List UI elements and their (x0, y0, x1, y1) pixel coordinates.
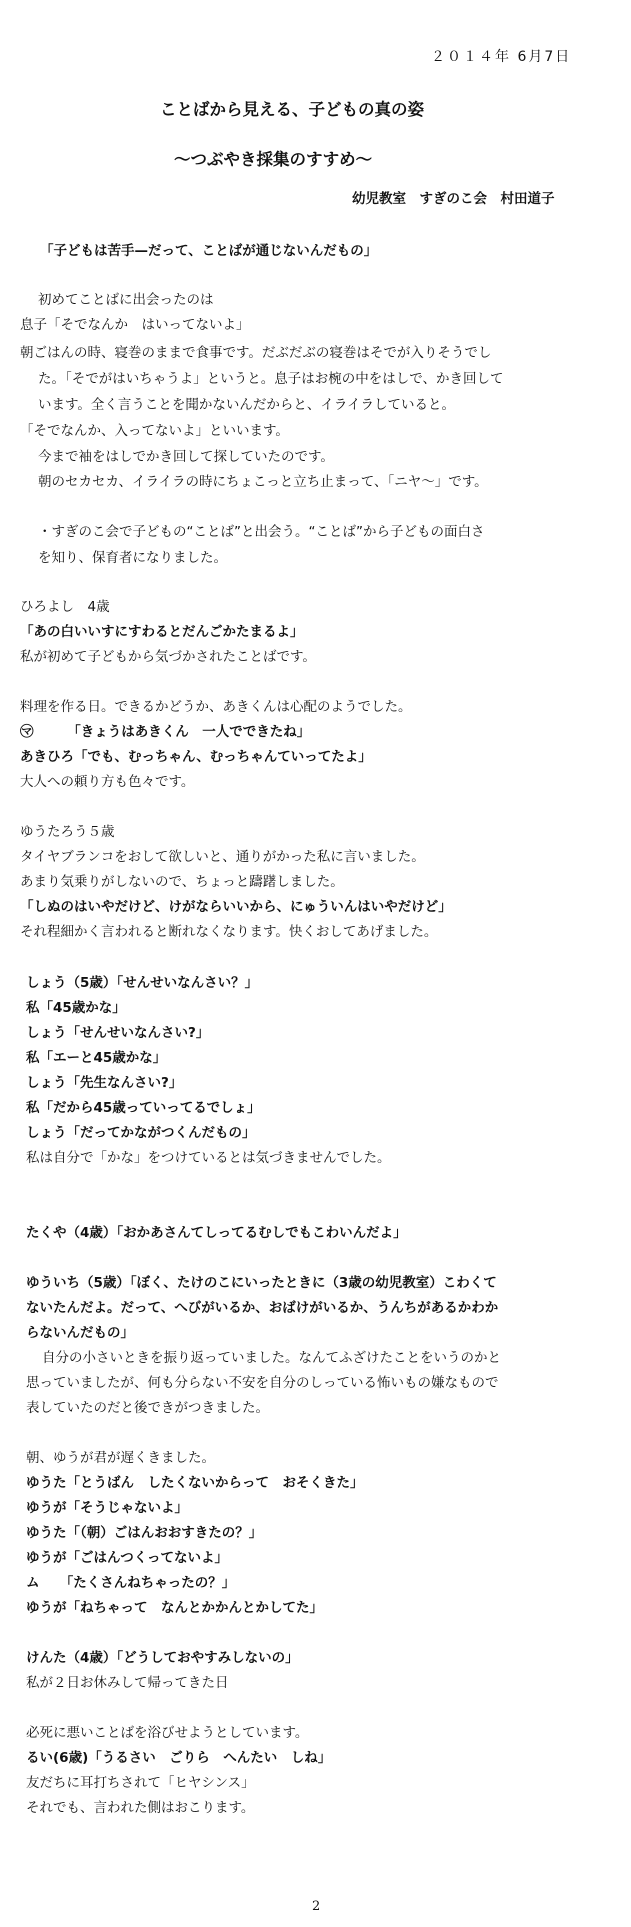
text-line: 私「エーと45歳かな」 (26, 1050, 167, 1066)
text-line: 朝のセカセカ、イライラの時にちょこっと立ち止まって、「ニヤ～」です。 (38, 474, 488, 490)
text-line: ・すぎのこ会で子どもの“ことば”と出会う。“ことば”から子どもの面白さ (38, 524, 485, 540)
document-title: ことばから見える、子どもの真の姿 (160, 100, 424, 119)
text-line: います。全く言うことを聞かないんだからと、イライラしていると。 (38, 397, 456, 413)
text-line: 今まで袖をはしでかき回して探していたのです。 (38, 449, 334, 465)
text-line: を知り、保育者になりました。 (38, 550, 227, 566)
text-line: ゆうが「そうじゃないよ」 (26, 1500, 188, 1516)
text-line: しょう「先生なんさい?」 (26, 1075, 183, 1091)
text-line: 料理を作る日。できるかどうか、あきくんは心配のようでした。 (20, 699, 412, 715)
text-line: 「そでなんか、入ってないよ」といいます。 (20, 423, 289, 439)
text-line: それでも、言われた側はおこります。 (26, 1800, 255, 1816)
text-line: タイヤブランコをおして欲しいと、通りがかった私に言いました。 (20, 849, 425, 865)
text-line: ゆうが「ごはんつくってないよ」 (26, 1550, 228, 1566)
text-line: らないんだもの」 (26, 1325, 134, 1341)
text-line: 初めてことばに出会ったのは (38, 292, 214, 308)
text-line: しょう「だってかながつくんだもの」 (26, 1125, 256, 1141)
text-line: 友だちに耳打ちされて「ヒヤシンス」 (26, 1775, 255, 1791)
text-line: しょう（5歳）「せんせいなんさい？」 (26, 975, 259, 991)
text-line: ゆうた「（朝）ごはんおおすきたの？」 (26, 1525, 263, 1541)
text-line: 必死に悪いことばを浴びせようとしています。 (26, 1725, 309, 1741)
text-line: それ程細かく言われると断れなくなります。快くおしてあげました。 (20, 924, 438, 940)
text-line: 私が２日お休みして帰ってきた日 (26, 1675, 229, 1691)
text-line: 思っていましたが、何も分らない不安を自分のしっている怖いもの嫌なもので (26, 1375, 499, 1391)
text-line: 息子「そでなんか はいってないよ」 (20, 317, 250, 333)
text-line: 私が初めて子どもから気づかされたことばです。 (20, 649, 316, 665)
text-line: 私「だから45歳っていってるでしょ」 (26, 1100, 261, 1116)
text-line: ゆうたろう５歳 (20, 824, 115, 840)
text-line: ㋮ 「きょうはあきくん 一人でできたね」 (20, 724, 311, 740)
text-line: ないたんだよ。だって、へびがいるか、おばけがいるか、うんちがあるかわか (26, 1300, 499, 1316)
text-line: た。「そでがはいちゃうよ」というと。息子はお椀の中をはしで、かき回して (38, 371, 504, 387)
page-number: 2 (312, 1899, 321, 1914)
text-line: しょう「せんせいなんさい?」 (26, 1025, 210, 1041)
author-line: 幼児教室 すぎのこ会 村田道子 (352, 191, 555, 207)
text-line: ム 「たくさんねちゃったの？」 (26, 1575, 236, 1591)
text-line: 私は自分で「かな」をつけているとは気づきませんでした。 (26, 1150, 391, 1166)
text-line: 朝ごはんの時、寝巻のままで食事です。だぶだぶの寝巻はそでが入りそうでし (20, 345, 492, 361)
text-line: 「あの白いいすにすわるとだんごかたまるよ」 (20, 624, 304, 640)
text-line: 大人への頼り方も色々です。 (20, 774, 195, 790)
document-subtitle: ～つぶやき採集のすすめ～ (174, 150, 373, 169)
text-line: 「子どもは苦手—だって、ことばが通じないんだもの」 (40, 243, 378, 259)
text-line: たくや（4歳）「おかあさんてしってるむしでもこわいんだよ」 (26, 1225, 407, 1241)
text-line: あまり気乗りがしないので、ちょっと躊躇しました。 (20, 874, 344, 890)
text-line: 表していたのだと後できがつきました。 (26, 1400, 269, 1416)
text-line: 私「45歳かな」 (26, 1000, 126, 1016)
text-line: あきひろ「でも、むっちゃん、むっちゃんていってたよ」 (20, 749, 372, 765)
document-date: ２０１４年 6月7日 (431, 49, 572, 65)
text-line: 「しぬのはいやだけど、けがならいいから、にゅういんはいやだけど」 (20, 899, 452, 915)
text-line: ひろよし 4歳 (20, 599, 110, 615)
text-line: ゆうが「ねちゃって なんとかかんとかしてた」 (26, 1600, 323, 1616)
text-line: るい(6歳)「うるさい ごりら へんたい しね」 (26, 1750, 332, 1766)
text-line: 朝、ゆうが君が遅くきました。 (26, 1450, 215, 1466)
text-line: ゆういち（5歳）「ぼく、たけのこにいったときに（3歳の幼児教室）こわくて (26, 1275, 497, 1291)
text-line: 自分の小さいときを振り返っていました。なんてふざけたことをいうのかと (42, 1350, 501, 1366)
text-line: けんた（4歳）「どうしておやすみしないの」 (26, 1650, 299, 1666)
text-line: ゆうた「とうばん したくないからって おそくきた」 (26, 1475, 364, 1491)
